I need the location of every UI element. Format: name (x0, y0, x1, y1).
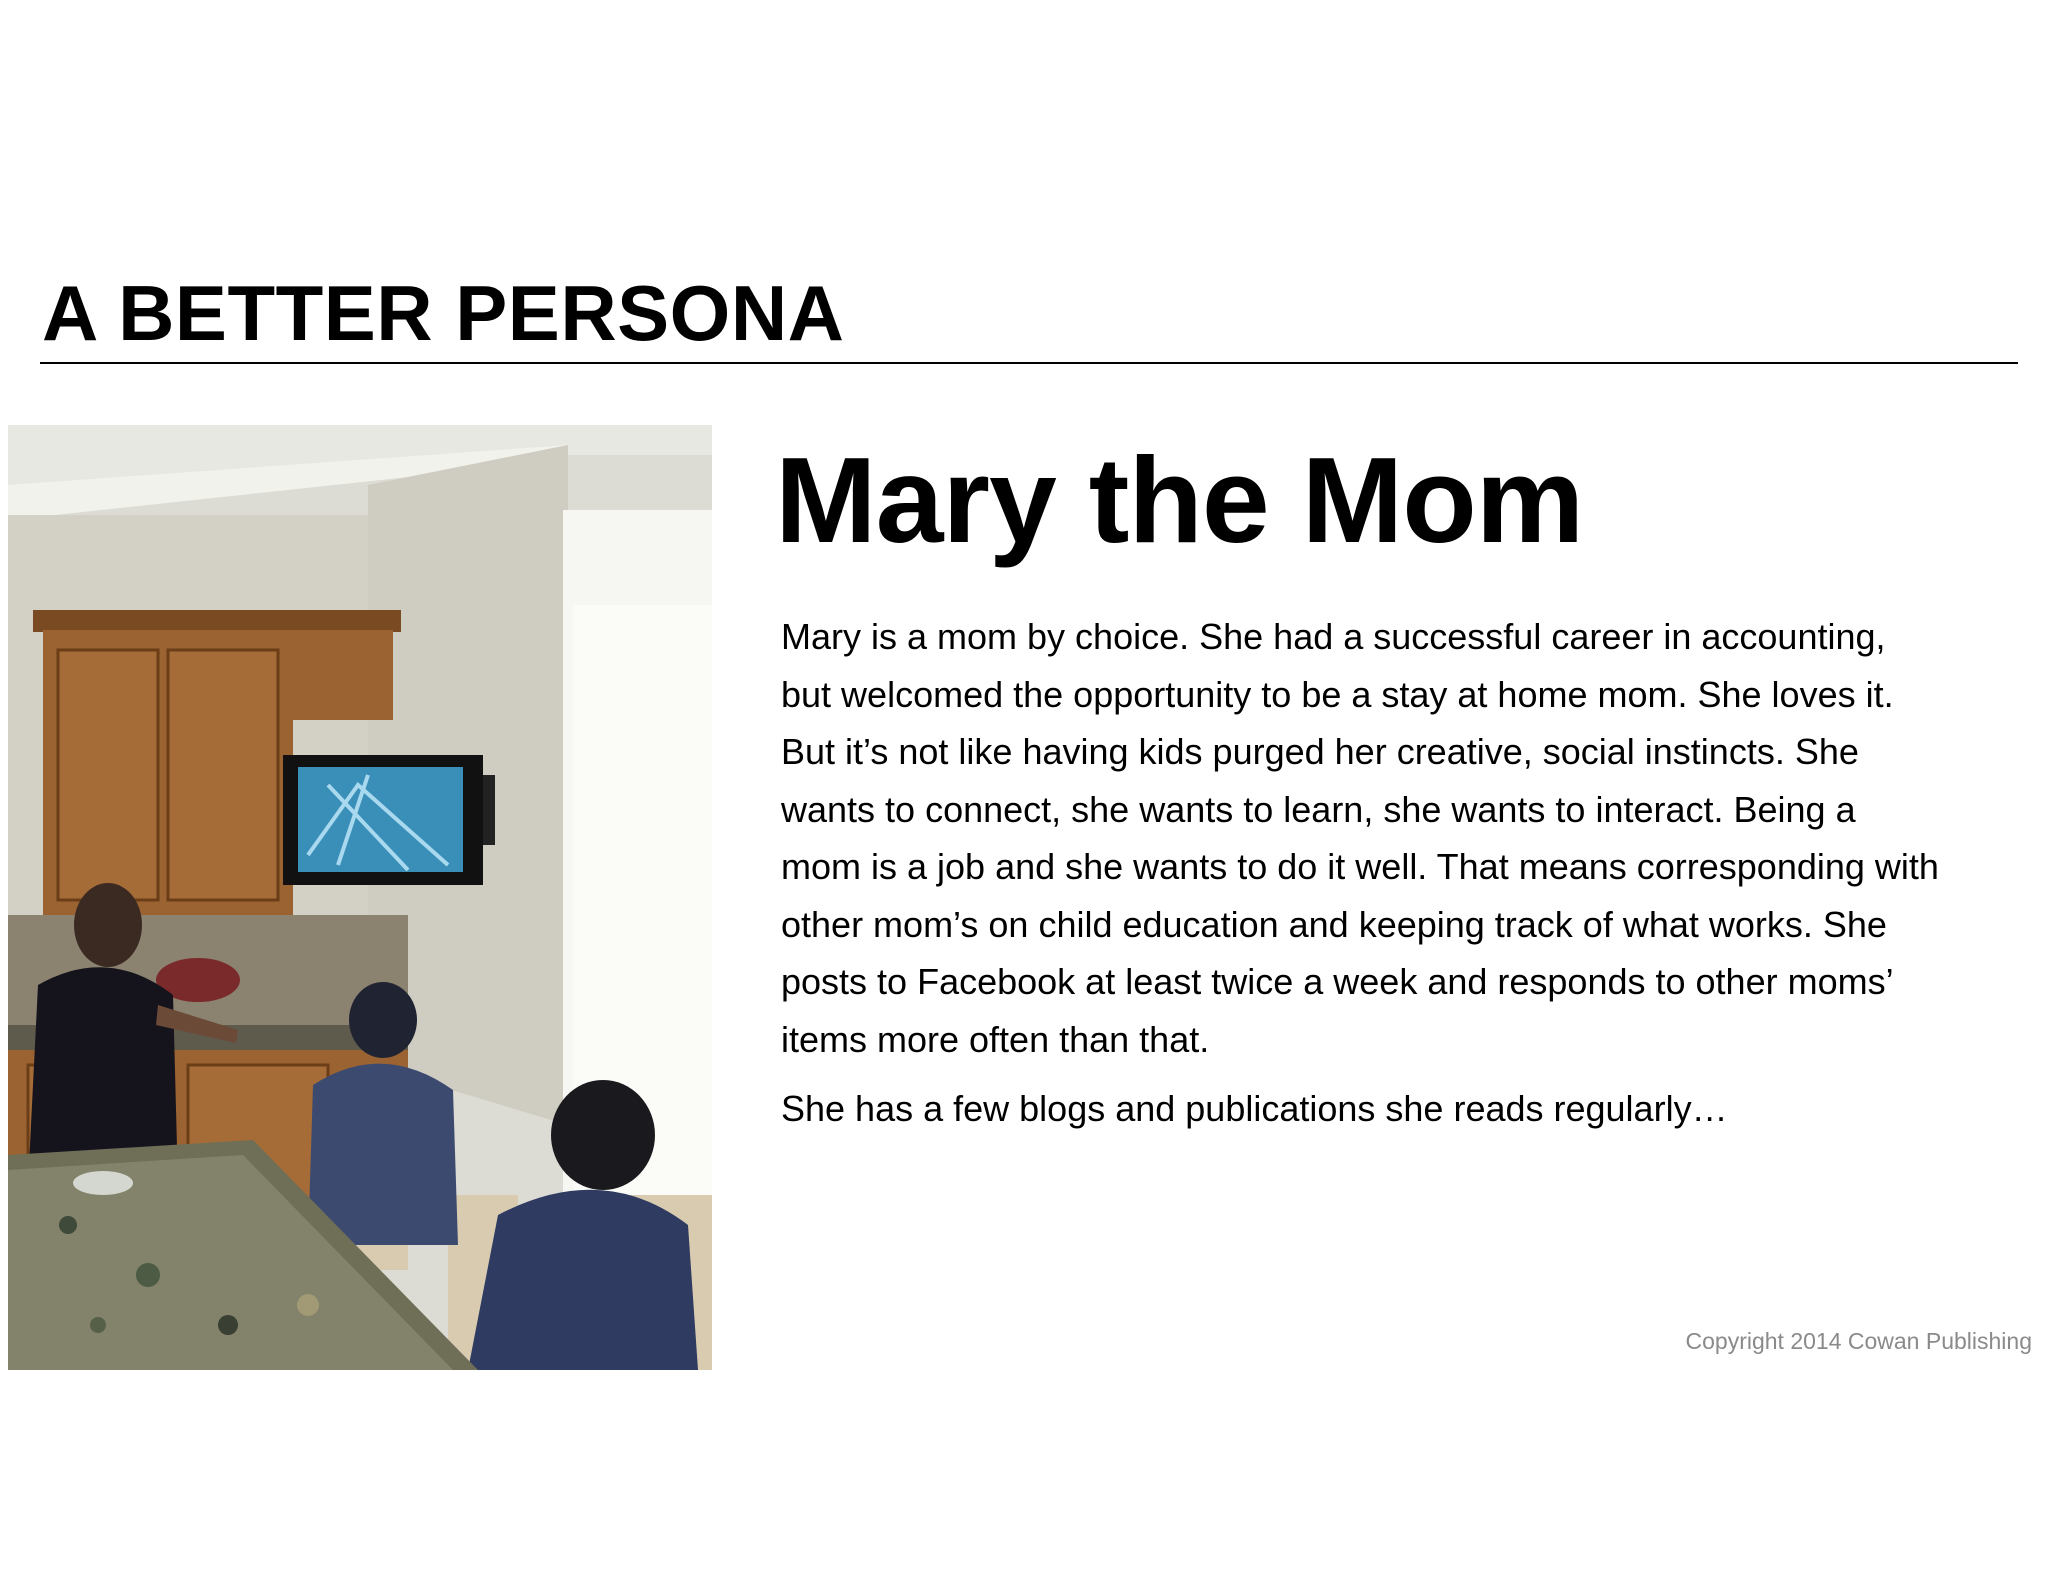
description-paragraph: Mary is a mom by choice. She had a successful career in accounting, but welcomed the opportunity to be a stay at home mom. She loves it. But it’s not like having kids purged her creative, social instincts. She wants to connect, she wants to learn, she wants to interact. Being a mom is a job and she wants to do it well. That means corresponding with other mom’s on child education and keeping track of what works. She posts to Facebook at least twice a week and responds to other moms’ items more often than that. (781, 616, 1939, 1060)
slide-title: A BETTER PERSONA (42, 269, 845, 357)
title-divider (40, 362, 2018, 364)
copyright-notice: Copyright 2014 Cowan Publishing (1685, 1328, 2032, 1354)
persona-name: Mary the Mom (775, 432, 1584, 568)
persona-photo (8, 425, 712, 1370)
description-paragraph: She has a few blogs and publications she reads regularly… (781, 1088, 1728, 1129)
persona-description (781, 608, 1941, 1138)
